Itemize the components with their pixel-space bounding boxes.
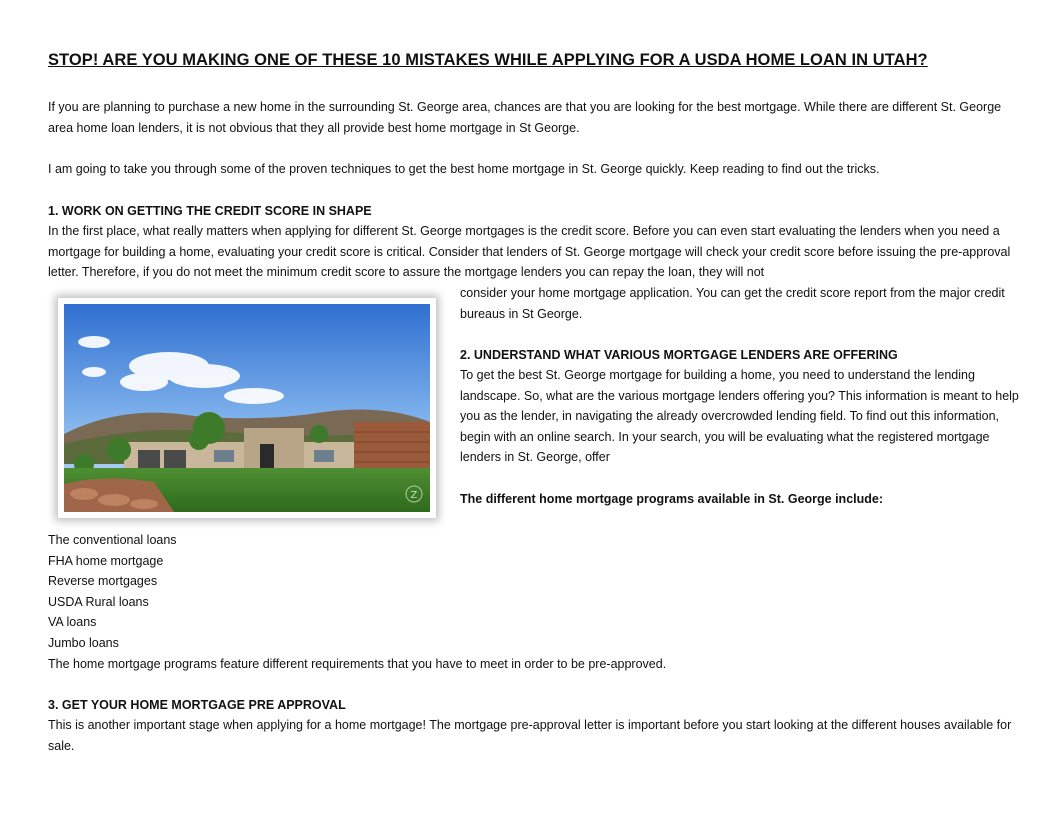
list-item: Jumbo loans [48, 635, 119, 650]
house-illustration [64, 304, 430, 512]
page-title: STOP! ARE YOU MAKING ONE OF THESE 10 MISTAKES WHILE APPLYING FOR A USDA HOME LOAN IN UTAH? [48, 51, 928, 69]
section-1-body-continued: consider your home mortgage application. You can get the credit score report from the major credit bureaus in St George. [460, 286, 1005, 321]
intro-paragraph-2: I am going to take you through some of the proven techniques to get the best home mortgage in St. George quickly. Keep reading to find out the tricks. [48, 162, 880, 176]
list-item: FHA home mortgage [48, 553, 164, 568]
section-1-heading: 1. WORK ON GETTING THE CREDIT SCORE IN SHAPE [48, 204, 372, 218]
section-3-heading: 3. GET YOUR HOME MORTGAGE PRE APPROVAL [48, 698, 346, 712]
list-item: VA loans [48, 615, 97, 630]
intro-paragraph-1: If you are planning to purchase a new home in the surrounding St. George area, chances are that you are looking for the best mortgage. While there are different St. George area home loan lenders, it is not obvious that they all provide best home mortgage in St George. [48, 100, 1002, 135]
programs-heading: The different home mortgage programs available in St. George include: [460, 492, 883, 506]
list-item: USDA Rural loans [48, 594, 149, 609]
watermark-letter: Z [410, 490, 418, 501]
section-3-body: This is another important stage when applying for a home mortgage! The mortgage pre-approval letter is important before you start looking at the different houses available for sale. [48, 718, 1012, 753]
section-2-body: To get the best St. George mortgage for building a home, you need to understand the lending landscape. So, what are the various mortgage lenders offering you? This information is meant to help you as the lender, in navigating the already overcrowded lending field. To find out this information, begin with an online search. In your search, you will be evaluating what the registered mortgage lenders in St. George, offer [460, 368, 1019, 465]
programs-note: The home mortgage programs feature different requirements that you have to meet in order to be pre-approved. [48, 657, 667, 671]
section-2-heading: 2. UNDERSTAND WHAT VARIOUS MORTGAGE LENDERS ARE OFFERING [460, 348, 898, 362]
house-image [58, 298, 436, 518]
list-item: The conventional loans [48, 533, 177, 547]
programs-list [48, 530, 177, 654]
section-1-body: In the first place, what really matters when applying for different St. George mortgages is the credit score. Before you can even start evaluating the lenders when you need a mortgage for building a home, evaluating your credit score is critical. Consider that lenders of St. George mortgage will check your credit score before issuing the pre-approval letter. Therefore, if you do not meet the minimum credit score to assure the mortgage lenders you can repay the loan, they will not [48, 224, 1011, 280]
list-item: Reverse mortgages [48, 574, 158, 589]
